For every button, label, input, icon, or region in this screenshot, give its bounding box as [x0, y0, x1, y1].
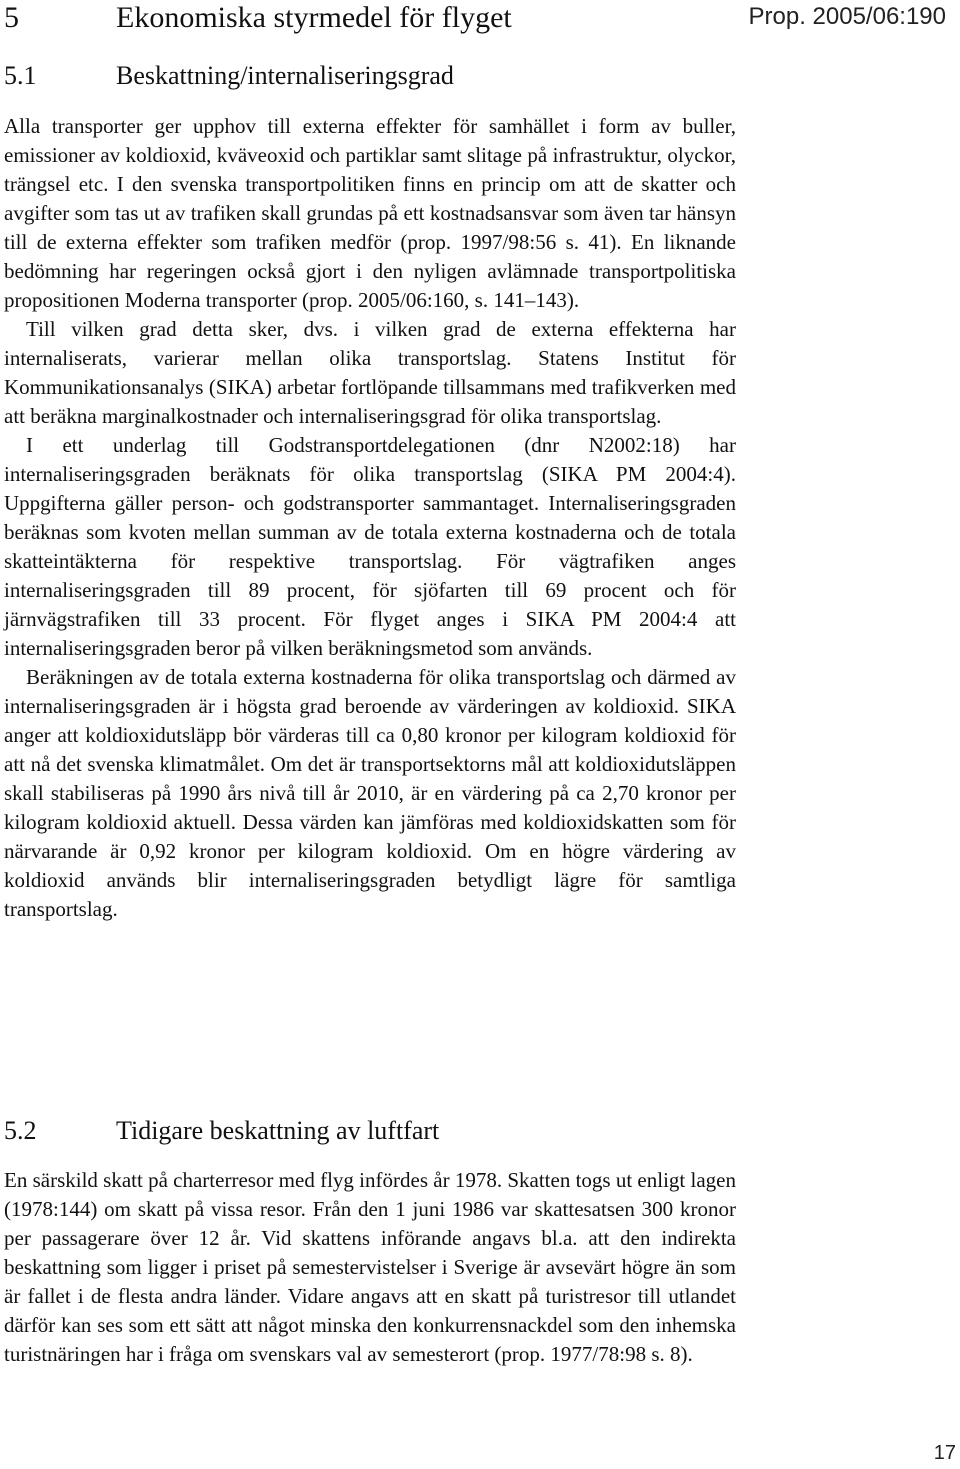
paragraph: Alla transporter ger upphov till externa effekter för samhället i form av buller, emissioner av koldioxid, kväveoxid och partiklar samt slitage på infrastruktur, olyckor, trängsel etc. I den svenska transportpolitiken finns en princip om att de skatter och avgifter som tas ut av trafiken skall grundas på ett kostnadsansvar som även tar hänsyn till de externa effekter som trafiken medför (prop. 1997/98:56 s. 41). En liknande bedömning har regeringen också gjort i den nyligen avlämnade transportpolitiska propositionen Moderna transporter (prop. 2005/06:160, s. 141–143).: [4, 114, 736, 312]
section-heading-5-1: [4, 60, 454, 92]
section-number: 5.1: [4, 61, 37, 90]
section-body-5-1: [4, 112, 736, 924]
section-title: Tidigare beskattning av luftfart: [116, 1116, 440, 1145]
paragraph: I ett underlag till Godstransportdelegationen (dnr N2002:18) har internaliseringsgraden beräknats för olika transportslag (SIKA PM 2004:4). Uppgifterna gäller person- och godstransporter sammantaget. Internaliseringsgraden beräknas som kvoten mellan summan av de totala externa kostnaderna och de totala skatteintäkterna för respektive transportslag. För vägtrafiken anges internaliseringsgraden till 89 procent, för sjöfarten till 69 procent och för järnvägstrafiken till 33 procent. För flyget anges i SIKA PM 2004:4 att internaliseringsgraden beror på vilken beräkningsmetod som används.: [4, 433, 736, 660]
document-reference: Prop. 2005/06:190: [748, 3, 946, 30]
paragraph: Beräkningen av de totala externa kostnaderna för olika transportslag och därmed av internaliseringsgraden är i högsta grad beroende av värderingen av koldioxid. SIKA anger att koldioxidutsläpp bör värderas till ca 0,80 kronor per kilogram koldioxid för att nå det svenska klimatmålet. Om det är transportsektorns mål att koldioxidutsläppen skall stabiliseras på 1990 års nivå till år 2010, är en värdering på ca 2,70 kronor per kilogram koldioxid aktuell. Dessa värden kan jämföras med koldioxidskatten som för närvarande är 0,92 kronor per kilogram koldioxid. Om en högre värdering av koldioxid används blir internaliseringsgraden betydligt lägre för samtliga transportslag.: [4, 665, 736, 921]
paragraph: Till vilken grad detta sker, dvs. i vilken grad de externa effekterna har internaliserats, varierar mellan olika transportslag. Statens Institut för Kommunikationsanalys (SIKA) arbetar fortlöpande tillsammans med trafikverken med att beräkna marginalkostnader och internaliseringsgrad för olika transportslag.: [4, 317, 736, 428]
section-number: 5.2: [4, 1116, 37, 1145]
chapter-title: Ekonomiska styrmedel för flyget: [116, 1, 512, 34]
section-title: Beskattning/internaliseringsgrad: [116, 61, 454, 90]
paragraph: En särskild skatt på charterresor med flyg infördes år 1978. Skatten togs ut enligt lagen (1978:144) om skatt på vissa resor. Från den 1 juni 1986 var skattesatsen 300 kronor per passagerare över 12 år. Vid skattens införande angavs bl.a. att den indirekta beskattning som ligger i priset på semestervistelser i Sverige är avsevärt högre än som är fallet i de flesta andra länder. Vidare angavs att en skatt på turistresor till utlandet därför kan ses som ett sätt att något minska den konkurrensnackdel som den inhemska turistnäringen har i fråga om svenskars val av semesterort (prop. 1977/78:98 s. 8).: [4, 1168, 736, 1366]
chapter-number: 5: [4, 1, 19, 34]
page-number: 17: [933, 1442, 956, 1464]
section-heading-5-2: [4, 1115, 439, 1147]
chapter-heading: [4, 0, 512, 36]
section-body-5-2: [4, 1166, 736, 1369]
